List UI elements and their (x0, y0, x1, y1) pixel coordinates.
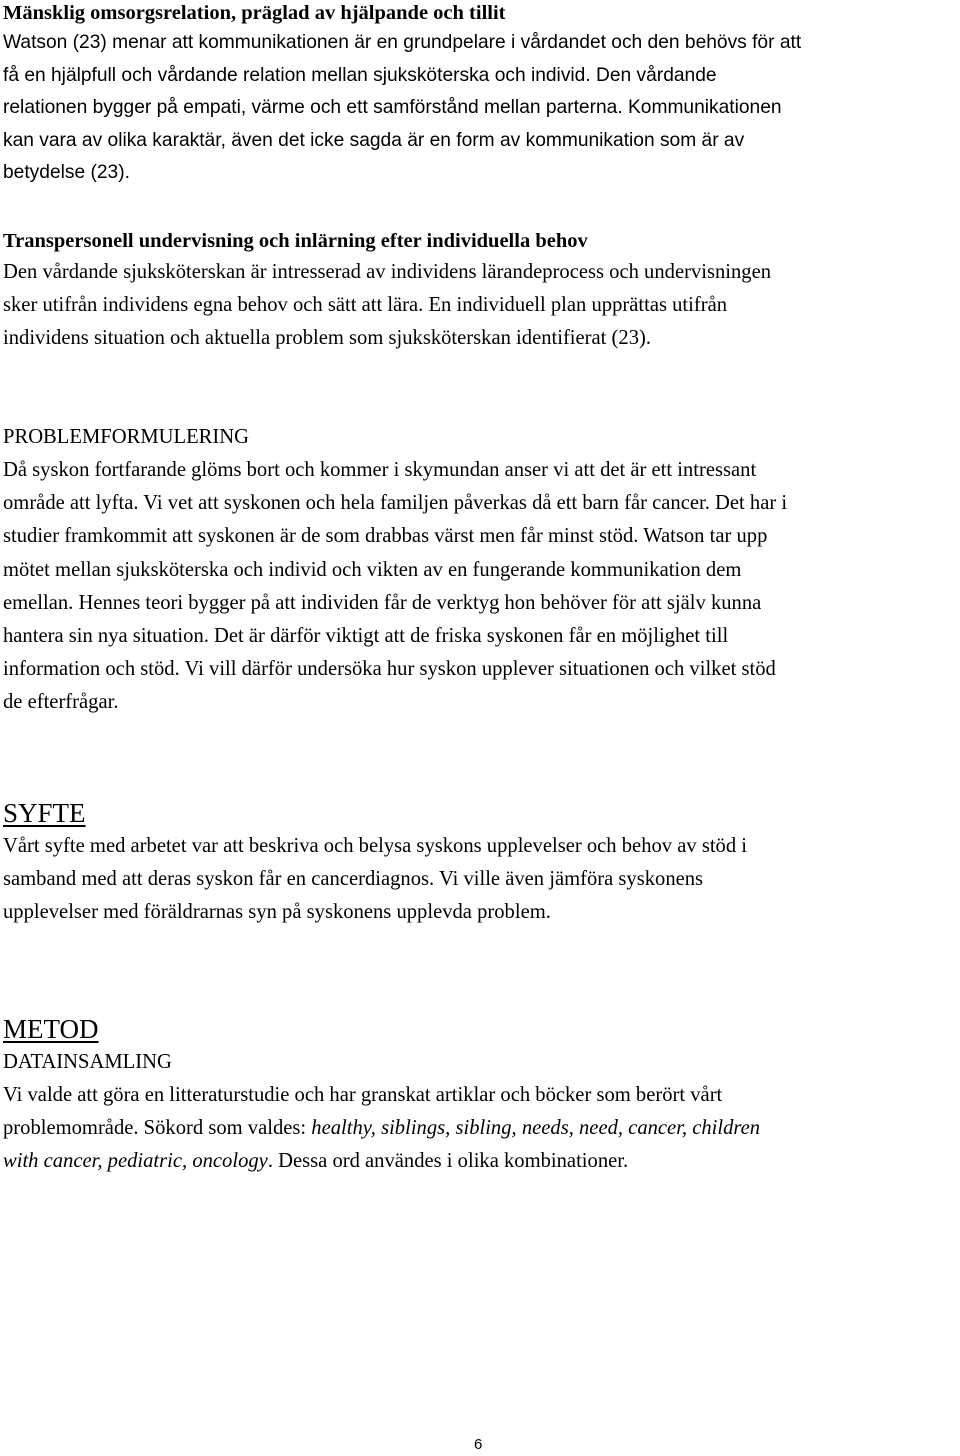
page-number: 6 (474, 1436, 483, 1453)
text-line: område att lyfta. Vi vet att syskonen och hela familjen påverkas då ett barn får cancer. Det har i (3, 492, 788, 515)
text-line: Vi valde att göra en litteraturstudie och har granskat artiklar och böcker som berört vårt (3, 1084, 723, 1106)
section-heading: METOD (3, 1014, 99, 1044)
section-problemformulering (3, 421, 955, 720)
text-line: relationen bygger på empati, värme och ett samförstånd mellan parterna. Kommunikationen (3, 97, 782, 118)
text-line: hantera sin nya situation. Det är därför viktigt att de friska syskonen får en möjlighet till (3, 625, 729, 648)
section-heading: Mänsklig omsorgsrelation, präglad av hjälpande och tillit (3, 2, 506, 24)
section-metod (3, 1012, 955, 1179)
text-line: Watson (23) menar att kommunikationen är en grundpelare i vårdandet och den behövs för att (3, 32, 802, 53)
text-line: Den vårdande sjuksköterskan är intresserad av individens lärandeprocess och undervisningen (3, 261, 772, 283)
subsection-heading: DATAINSAMLING (3, 1051, 172, 1073)
section-body (3, 256, 955, 356)
text-line: betydelse (23). (3, 162, 130, 183)
section-body (3, 1079, 955, 1179)
text-line: mötet mellan sjuksköterska och individ och vikten av en fungerande kommunikation dem (3, 558, 742, 581)
section-body (3, 454, 955, 720)
text-line: upplevelser med föräldrarnas syn på syskonens upplevda problem. (3, 901, 551, 924)
search-terms-italic: with cancer, pediatric, oncology (3, 1150, 268, 1173)
section-body (3, 27, 955, 190)
section-heading: Transpersonell undervisning och inlärning efter individuella behov (3, 230, 588, 252)
section-heading: PROBLEMFORMULERING (3, 426, 250, 448)
text-line: emellan. Hennes teori bygger på att individen får de verktyg hon behöver för att själv kunna (3, 591, 762, 614)
text-line: individens situation och aktuella problem som sjuksköterskan identifierat (23). (3, 327, 651, 350)
section-body (3, 830, 955, 930)
text-line: Vårt syfte med arbetet var att beskriva och belysa syskons upplevelser och behov av stöd i (3, 835, 748, 857)
section-omsorgsrelation (3, 0, 955, 190)
text-line (3, 1145, 955, 1178)
text-segment: . Dessa ord användes i olika kombinationer. (267, 1150, 629, 1173)
section-heading: SYFTE (3, 798, 86, 828)
text-line: de efterfrågar. (3, 691, 119, 714)
text-line: få en hjälpfull och vårdande relation mellan sjuksköterska och individ. Den vårdande (3, 64, 717, 86)
text-line: information och stöd. Vi vill därför undersöka hur syskon upplever situationen och vilket stöd (3, 658, 776, 681)
text-line: samband med att deras syskon får en cancerdiagnos. Vi ville även jämföra syskonens (3, 868, 704, 891)
text-segment: problemområde. Sökord som valdes: (3, 1117, 312, 1140)
section-transpersonell (3, 228, 955, 356)
section-syfte (3, 796, 955, 930)
text-line: kan vara av olika karaktär, även det icke sagda är en form av kommunikation som är av (3, 129, 745, 151)
search-terms-italic: healthy, siblings, sibling, needs, need, cancer, children (311, 1117, 761, 1140)
text-line: studier framkommit att syskonen är de som drabbas värst men får minst stöd. Watson tar upp (3, 525, 768, 548)
text-line (3, 1112, 955, 1145)
text-line: Då syskon fortfarande glöms bort och kommer i skymundan anser vi att det är ett intressant (3, 459, 757, 481)
text-line: sker utifrån individens egna behov och sätt att lära. En individuell plan upprättas utifrån (3, 294, 728, 317)
